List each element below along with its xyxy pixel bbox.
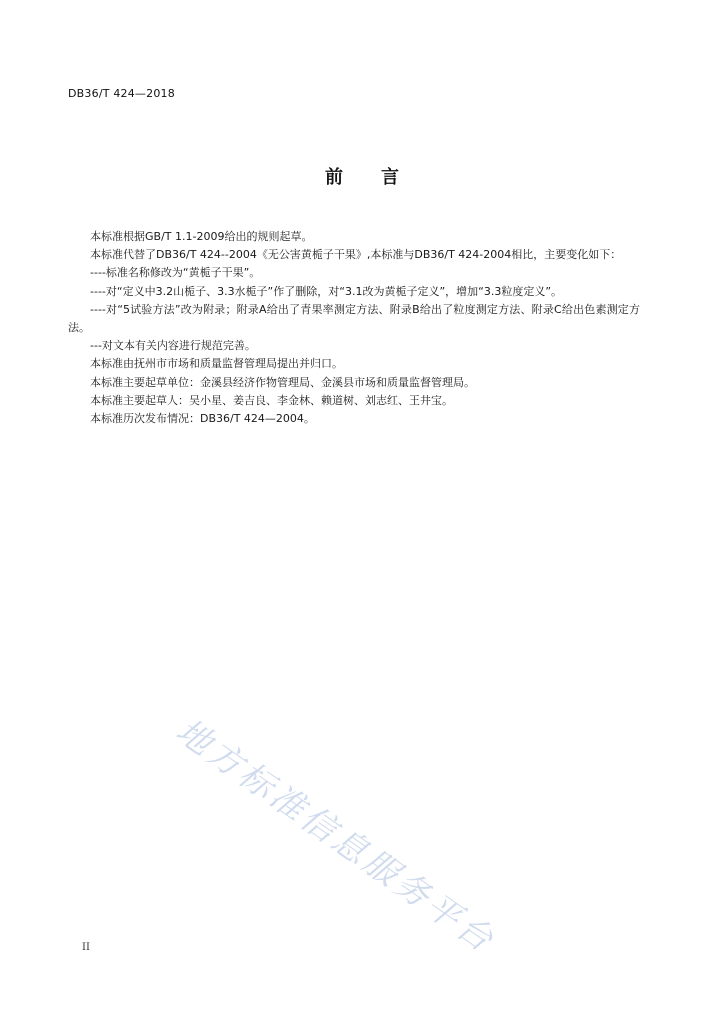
paragraph: 本标准主要起草单位：金溪县经济作物管理局、金溪县市场和质量监督管理局。 (90, 375, 475, 389)
paragraph: ---对文本有关内容进行规范完善。 (90, 339, 256, 353)
page-title (0, 163, 724, 189)
paragraph: 本标准由抚州市市场和质量监督管理局提出并归口。 (90, 357, 343, 371)
paragraph: 本标准代替了DB36/T 424--2004《无公害黄栀子干果》,本标准与DB36/T 424-2004相比，主要变化如下： (90, 248, 622, 262)
title-char-1: 前 (325, 167, 343, 188)
title-char-2: 言 (381, 167, 399, 188)
paragraph: 本标准主要起草人：吴小星、姜吉良、李金林、赖道树、刘志红、王井宝。 (90, 393, 453, 407)
watermark: 地方标准信息服务平台 (168, 710, 503, 962)
paragraph: 本标准根据GB/T 1.1-2009给出的规则起草。 (90, 230, 313, 243)
paragraph: ----对“5试验方法”改为附录；附录A给出了青果率测定方法、附录B给出了粒度测定方法、附录C给出色素测定方法。 (68, 302, 640, 335)
foreword-body (68, 228, 640, 428)
page-number: II (82, 942, 90, 953)
paragraph: ----标准名称修改为“黄栀子干果”。 (90, 266, 261, 280)
paragraph: 本标准历次发布情况：DB36/T 424—2004。 (90, 412, 315, 426)
paragraph: ----对“定义中3.2山栀子、3.3水栀子”作了删除，对“3.1改为黄栀子定义”，增加“3.3粒度定义”。 (90, 284, 563, 298)
standard-code: DB36/T 424—2018 (68, 87, 175, 100)
